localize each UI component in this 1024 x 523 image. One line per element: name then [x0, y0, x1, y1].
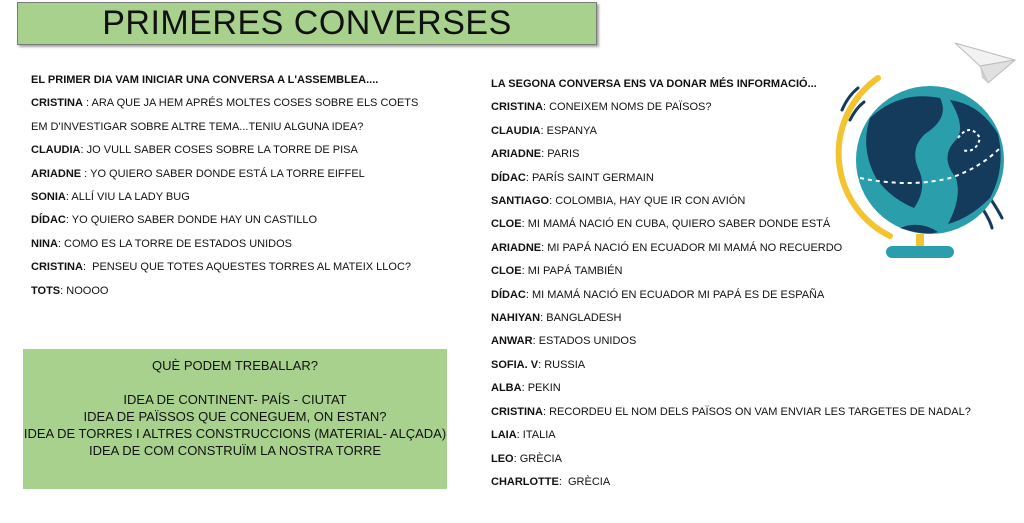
dialogue-line — [491, 471, 971, 494]
globe-icon — [830, 38, 1020, 268]
work-topic-item: IDEA DE TORRES I ALTRES CONSTRUCCIONS (MATERIAL- ALÇADA) — [23, 426, 447, 441]
speaker-name: CRISTINA — [31, 97, 83, 110]
dialogue-text: RUSSIA — [544, 358, 586, 371]
dialogue-text: COMO ES LA TORRE DE ESTADOS UNIDOS — [64, 237, 293, 250]
first-conversation-heading: EL PRIMER DIA VAM INICIAR UNA CONVERSA A L'ASSEMBLEA.... — [31, 74, 379, 86]
speaker-separator: : — [81, 167, 91, 180]
first-conversation — [31, 69, 418, 303]
dialogue-text: ALLÍ VIU LA LADY BUG — [71, 191, 190, 204]
work-topics-box — [23, 349, 447, 489]
speaker-name: DÍDAC — [491, 171, 526, 184]
dialogue-text: NOOOO — [66, 284, 109, 297]
speaker-separator: : — [540, 312, 547, 325]
speaker-name: CLOE — [491, 265, 522, 278]
speaker-separator: : — [65, 191, 72, 204]
dialogue-line — [31, 116, 418, 139]
dialogue-text: BANGLADESH — [546, 312, 622, 325]
dialogue-line — [491, 424, 971, 447]
dialogue-text: CONEIXEM NOMS DE PAÏSOS? — [549, 101, 712, 114]
speaker-name: ARIADNE — [31, 167, 82, 180]
work-topic-item: IDEA DE CONTINENT- PAÍS - CIUTAT — [123, 392, 347, 407]
dialogue-text: GRÈCIA — [519, 452, 562, 465]
speaker-name: LEO — [491, 452, 514, 465]
speaker-separator: : — [82, 97, 92, 110]
speaker-name: DÍDAC — [31, 214, 66, 227]
speaker-separator: : — [558, 475, 568, 488]
speaker-name: LAIA — [491, 429, 517, 442]
speaker-name: CRISTINA — [491, 101, 543, 114]
dialogue-line — [491, 284, 971, 307]
speaker-separator: : — [525, 171, 532, 184]
second-conversation-heading: LA SEGONA CONVERSA ENS VA DONAR MÉS INFORMACIÓ... — [491, 78, 817, 90]
speaker-name: CLOE — [491, 218, 522, 231]
dialogue-line — [491, 330, 971, 353]
dialogue-text: RECORDEU EL NOM DELS PAÏSOS ON VAM ENVIAR LES TARGETES DE NADAL? — [549, 405, 971, 418]
speaker-name: ALBA — [491, 382, 522, 395]
speaker-separator: : — [549, 195, 556, 208]
speaker-separator: : — [542, 405, 550, 418]
dialogue-line — [31, 92, 418, 115]
dialogue-text: ITALIA — [522, 429, 556, 442]
speaker-separator: : — [80, 144, 87, 157]
speaker-separator: : — [525, 288, 532, 301]
speaker-name: TOTS — [31, 284, 61, 297]
speaker-separator: : — [521, 265, 528, 278]
dialogue-text: JO VULL SABER COSES SOBRE LA TORRE DE PISA — [86, 144, 358, 157]
page-title: PRIMERES CONVERSES — [102, 4, 512, 42]
dialogue-line — [491, 448, 971, 471]
speaker-separator: : — [60, 284, 67, 297]
speaker-name: CLAUDIA — [491, 124, 541, 137]
dialogue-line — [31, 139, 418, 162]
speaker-separator: : — [516, 429, 523, 442]
speaker-separator: : — [521, 218, 528, 231]
dialogue-text: PARÍS SAINT GERMAIN — [531, 171, 654, 184]
globe-illustration — [830, 38, 1020, 268]
dialogue-text: COLOMBIA, HAY QUE IR CON AVIÓN — [555, 195, 746, 208]
dialogue-line — [491, 354, 971, 377]
dialogue-text: MI MAMÁ NACIÓ EN ECUADOR MI PAPÁ ES DE ESPAÑA — [531, 288, 825, 301]
speaker-name: DÍDAC — [491, 288, 526, 301]
work-topic-item: IDEA DE PAÏSSOS QUE CONEGUEM, ON ESTAN? — [83, 409, 387, 424]
speaker-separator: : — [521, 382, 528, 395]
dialogue-text: YO QUIERO SABER DONDE ESTÁ LA TORRE EIFFEL — [90, 167, 365, 180]
speaker-name: ANWAR — [491, 335, 533, 348]
speaker-name: CRISTINA — [491, 405, 543, 418]
dialogue-line — [31, 233, 418, 256]
speaker-separator: : — [541, 148, 548, 161]
dialogue-text: ESTADOS UNIDOS — [538, 335, 637, 348]
dialogue-line — [31, 256, 418, 279]
dialogue-text: MI PAPÁ TAMBIÉN — [527, 265, 623, 278]
speaker-name: ARIADNE — [491, 241, 542, 254]
dialogue-text: YO QUIERO SABER DONDE HAY UN CASTILLO — [71, 214, 318, 227]
speaker-separator: : — [65, 214, 72, 227]
speaker-separator: : — [542, 101, 550, 114]
dialogue-line — [31, 163, 418, 186]
speaker-name: ARIADNE — [491, 148, 542, 161]
speaker-separator: : — [57, 237, 65, 250]
dialogue-text: PEKIN — [527, 382, 561, 395]
dialogue-text: MI MAMÁ NACIÓ EN CUBA, QUIERO SABER DONDE ESTÁ — [527, 218, 831, 231]
dialogue-text: ARA QUE JA HEM APRÉS MOLTES COSES SOBRE ELS COETS — [91, 97, 419, 110]
dialogue-text: GRÈCIA — [568, 475, 611, 488]
speaker-name: SOFIA. V — [491, 358, 539, 371]
speaker-name: SANTIAGO — [491, 195, 550, 208]
speaker-separator: : — [82, 261, 93, 274]
speaker-separator: : — [513, 452, 520, 465]
dialogue-line — [31, 280, 418, 303]
speaker-name: CLAUDIA — [31, 144, 81, 157]
speaker-name: CRISTINA — [31, 261, 83, 274]
dialogue-text: PENSEU QUE TOTES AQUESTES TORRES AL MATEIX LLOC? — [92, 261, 412, 274]
speaker-name: SONIA — [31, 191, 66, 204]
dialogue-line — [491, 307, 971, 330]
work-topic-item: IDEA DE COM CONSTRUÏM LA NOSTRA TORRE — [88, 443, 382, 458]
dialogue-line — [491, 401, 971, 424]
title-box — [17, 2, 597, 45]
paper-plane-icon — [955, 43, 1015, 83]
dialogue-line — [31, 186, 418, 209]
speaker-name: CHARLOTTE — [491, 475, 559, 488]
speaker-name: NAHIYAN — [491, 312, 541, 325]
dialogue-text: EM D'INVESTIGAR SOBRE ALTRE TEMA...TENIU ALGUNA IDEA? — [31, 120, 364, 133]
dialogue-text: MI PAPÁ NACIÓ EN ECUADOR MI MAMÁ NO RECUERDO — [547, 241, 843, 254]
speaker-separator: : — [532, 335, 539, 348]
dialogue-line — [491, 377, 971, 400]
speaker-separator: : — [538, 358, 545, 371]
speaker-separator: : — [541, 241, 548, 254]
dialogue-line — [31, 209, 418, 232]
first-conversation-lines — [31, 92, 418, 303]
dialogue-text: PARIS — [547, 148, 580, 161]
speaker-separator: : — [540, 124, 547, 137]
work-topics-question: QUÈ PODEM TREBALLAR? — [152, 358, 318, 373]
speaker-name: NINA — [31, 237, 58, 250]
dialogue-text: ESPANYA — [546, 124, 597, 137]
